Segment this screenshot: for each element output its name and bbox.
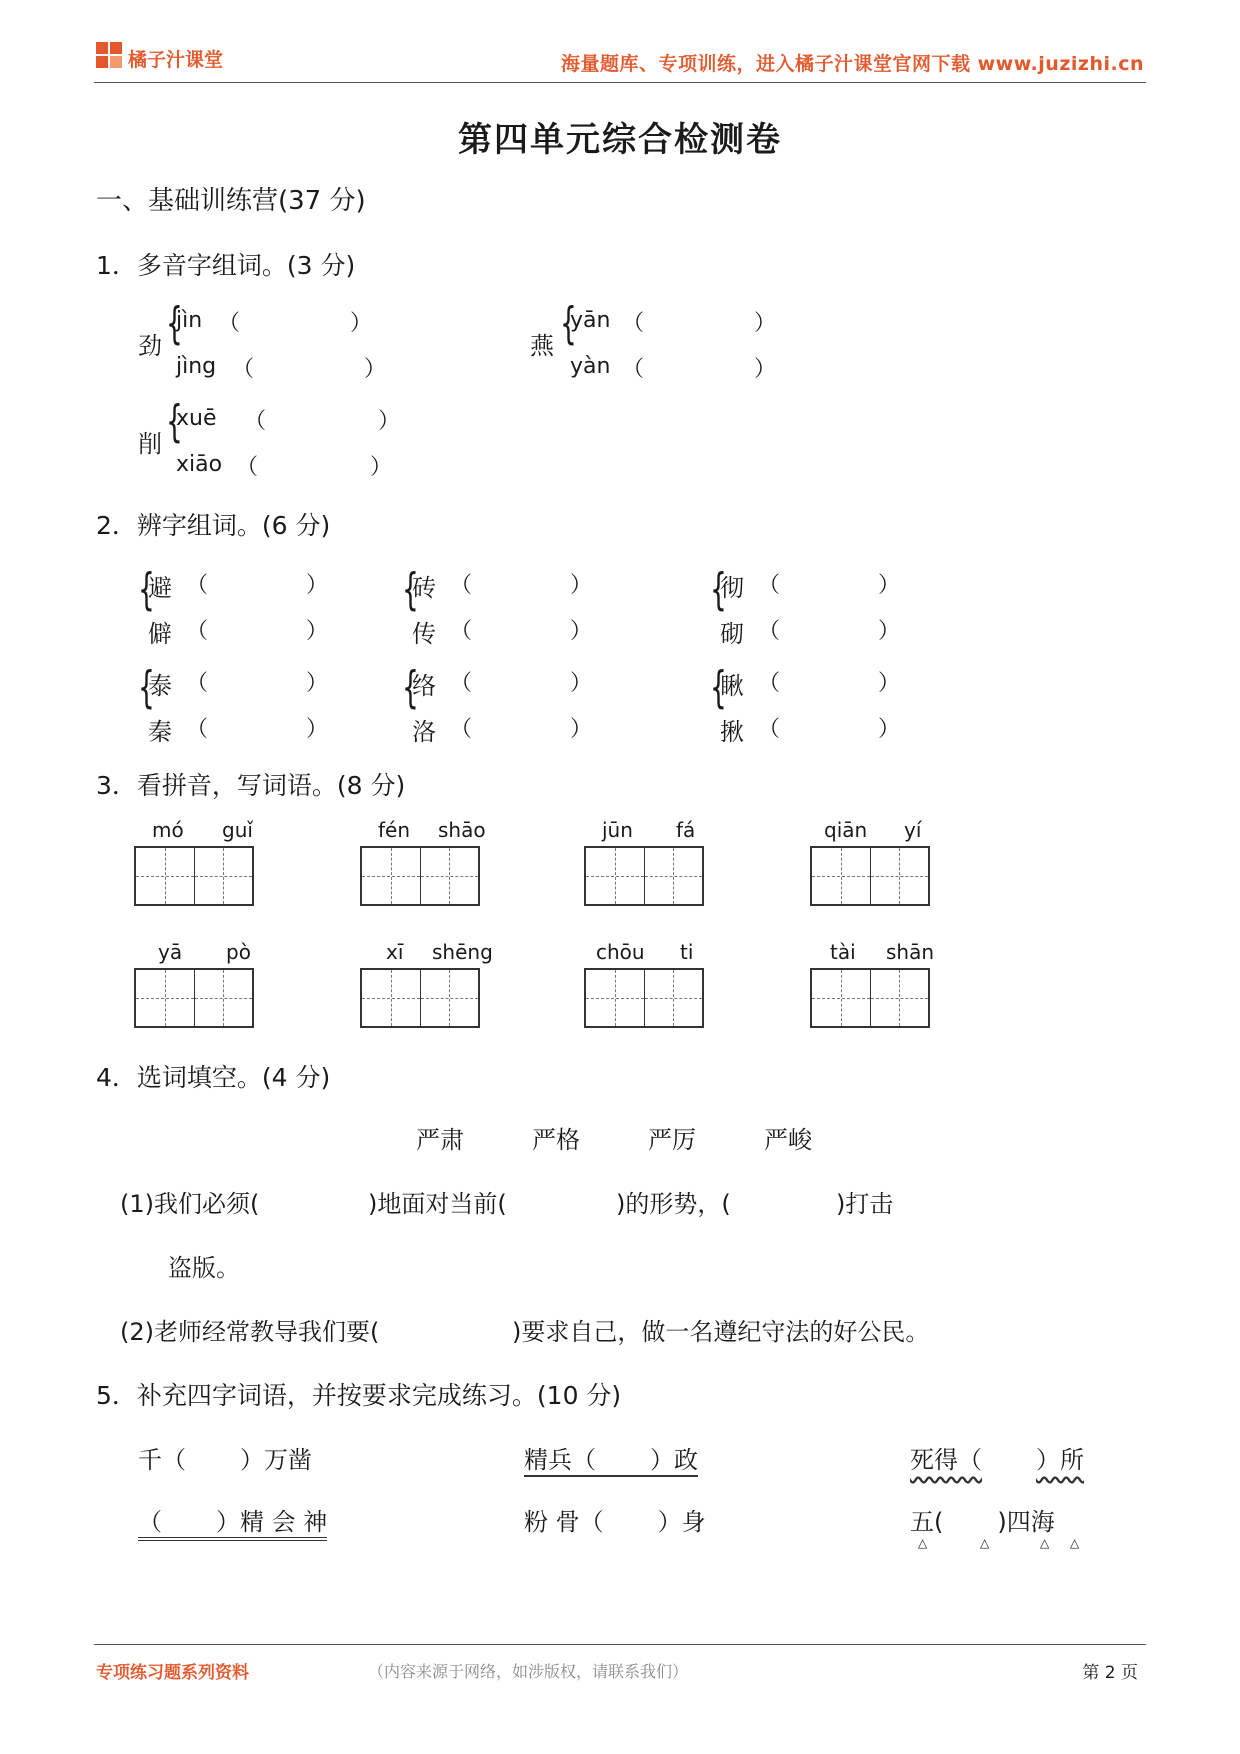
- answer-blank[interactable]: （: [450, 671, 473, 696]
- sentence-text: (1)我们必须(: [120, 1190, 260, 1218]
- answer-blank[interactable]: （: [758, 717, 781, 742]
- q2-char: 络: [412, 672, 436, 700]
- triangle-icon: △: [980, 1536, 990, 1550]
- q2-char: 砌: [720, 620, 744, 648]
- writing-grid[interactable]: [584, 846, 704, 906]
- pinyin-syllable: yā: [158, 940, 183, 964]
- pinyin-syllable: tài: [830, 940, 856, 964]
- answer-blank[interactable]: [282, 1184, 368, 1214]
- brace-icon: {: [138, 662, 155, 713]
- answer-blank[interactable]: [530, 1184, 616, 1214]
- idiom-item: 千（ ）万凿: [138, 1446, 312, 1474]
- footer-disclaimer: （内容来源于网络，如涉版权，请联系我们）: [368, 1662, 689, 1681]
- question-3-label: 3．看拼音，写词语。(8 分): [96, 771, 406, 800]
- writing-grid[interactable]: [584, 968, 704, 1028]
- section-heading: 一、基础训练营(37 分): [96, 186, 366, 216]
- answer-blank[interactable]: （: [450, 717, 473, 742]
- sentence-text: (2)老师经常教导我们要(: [120, 1318, 380, 1346]
- sentence-text: 盗版。: [168, 1254, 240, 1282]
- answer-blank[interactable]: （: [186, 717, 209, 742]
- question-5-label: 5．补充四字词语，并按要求完成练习。(10 分): [96, 1381, 622, 1410]
- q1-reading: yān: [570, 308, 611, 333]
- q2-char: 传: [412, 620, 436, 648]
- q1-char: 劲: [138, 332, 162, 360]
- answer-blank[interactable]: （: [622, 311, 645, 336]
- answer-blank[interactable]: （: [236, 455, 259, 480]
- pinyin-syllable: shēng: [432, 940, 493, 964]
- pinyin-syllable: mó: [152, 818, 184, 842]
- q2-char: 泰: [148, 672, 172, 700]
- header-slogan[interactable]: 海量题库、专项训练，进入橘子汁课堂官网下载 www.juzizhi.cn: [561, 53, 1144, 75]
- answer-blank[interactable]: （: [758, 619, 781, 644]
- pinyin-syllable: shān: [886, 940, 935, 964]
- q2-char: 瞅: [720, 672, 744, 700]
- word-option: 严格: [532, 1126, 580, 1154]
- writing-grid[interactable]: [360, 846, 480, 906]
- pinyin-syllable: qiān: [824, 818, 868, 842]
- brace-icon: {: [710, 662, 727, 713]
- question-4-label: 4．选词填空。(4 分): [96, 1063, 331, 1092]
- idiom-item: 粉 骨（ ）身: [524, 1508, 706, 1536]
- sentence-text: )打击: [836, 1190, 894, 1218]
- header-divider: [94, 82, 1146, 83]
- pinyin-syllable: fén: [378, 818, 411, 842]
- answer-blank[interactable]: （: [218, 311, 241, 336]
- answer-blank[interactable]: （: [244, 409, 267, 434]
- writing-grid[interactable]: [134, 968, 254, 1028]
- brace-icon: {: [402, 564, 419, 615]
- q1-reading: xuē: [176, 406, 217, 431]
- answer-blank[interactable]: （: [622, 357, 645, 382]
- word-option: 严峻: [764, 1126, 812, 1154]
- q2-char: 秦: [148, 718, 172, 746]
- brace-icon: {: [166, 298, 183, 349]
- q1-reading: xiāo: [176, 452, 223, 477]
- writing-grid[interactable]: [810, 846, 930, 906]
- logo: [96, 42, 124, 74]
- sentence-text: )的形势，(: [616, 1190, 731, 1218]
- writing-grid[interactable]: [134, 846, 254, 906]
- question-2-label: 2．辨字组词。(6 分): [96, 511, 331, 540]
- writing-grid[interactable]: [810, 968, 930, 1028]
- q1-reading: yàn: [570, 354, 611, 379]
- pinyin-syllable: ti: [680, 940, 694, 964]
- idiom-item-dotted: 五( )四海: [910, 1508, 1055, 1536]
- pinyin-syllable: guǐ: [222, 818, 253, 842]
- answer-blank[interactable]: （: [758, 573, 781, 598]
- answer-blank[interactable]: （: [450, 573, 473, 598]
- q2-char: 洛: [412, 718, 436, 746]
- writing-grid[interactable]: [360, 968, 480, 1028]
- answer-blank[interactable]: [424, 1312, 510, 1342]
- q2-char: 砖: [412, 574, 436, 602]
- brace-icon: {: [560, 298, 577, 349]
- logo-icon: [96, 42, 124, 70]
- logo-text: 橘子汁课堂: [128, 49, 224, 71]
- q1-char: 削: [138, 430, 162, 458]
- page-title: 第四单元综合检测卷: [458, 120, 782, 160]
- pinyin-syllable: pò: [226, 940, 251, 964]
- brace-icon: {: [402, 662, 419, 713]
- idiom-item-underlined: 精兵（ ）政: [524, 1440, 698, 1477]
- answer-blank[interactable]: （: [186, 573, 209, 598]
- answer-blank[interactable]: （: [232, 357, 255, 382]
- answer-blank[interactable]: （: [450, 619, 473, 644]
- pinyin-syllable: fá: [676, 818, 696, 842]
- sentence-text: )要求自己，做一名遵纪守法的好公民。: [512, 1318, 930, 1346]
- q2-char: 避: [148, 574, 172, 602]
- pinyin-syllable: jūn: [602, 818, 633, 842]
- q1-char: 燕: [530, 332, 554, 360]
- triangle-icon: △: [918, 1536, 928, 1550]
- pinyin-syllable: shāo: [438, 818, 486, 842]
- brace-icon: {: [710, 564, 727, 615]
- sentence-text: )地面对当前(: [368, 1190, 507, 1218]
- q2-char: 揪: [720, 718, 744, 746]
- question-1-label: 1．多音字组词。(3 分): [96, 251, 356, 280]
- pinyin-syllable: chōu: [596, 940, 645, 964]
- q1-reading: jìn: [176, 308, 203, 333]
- q2-char: 僻: [148, 620, 172, 648]
- q1-reading: jìng: [176, 354, 217, 379]
- triangle-icon: △: [1040, 1536, 1050, 1550]
- answer-blank[interactable]: （: [186, 671, 209, 696]
- page-number: 第 2 页: [1082, 1663, 1138, 1683]
- brace-icon: {: [166, 396, 183, 447]
- idiom-item-double-underlined: （ ）精 会 神: [138, 1502, 327, 1541]
- triangle-icon: △: [1070, 1536, 1080, 1550]
- word-option: 严肃: [416, 1126, 464, 1154]
- brace-icon: {: [138, 564, 155, 615]
- word-option: 严厉: [648, 1126, 696, 1154]
- answer-blank[interactable]: （: [758, 671, 781, 696]
- pinyin-syllable: yí: [904, 818, 922, 842]
- q2-char: 彻: [720, 574, 744, 602]
- idiom-item-wavy: 死得（ ）所: [910, 1446, 1084, 1474]
- answer-blank[interactable]: [752, 1184, 838, 1214]
- answer-blank[interactable]: （: [186, 619, 209, 644]
- pinyin-syllable: xī: [386, 940, 404, 964]
- footer-series: 专项练习题系列资料: [96, 1663, 249, 1683]
- footer-divider: [94, 1644, 1146, 1645]
